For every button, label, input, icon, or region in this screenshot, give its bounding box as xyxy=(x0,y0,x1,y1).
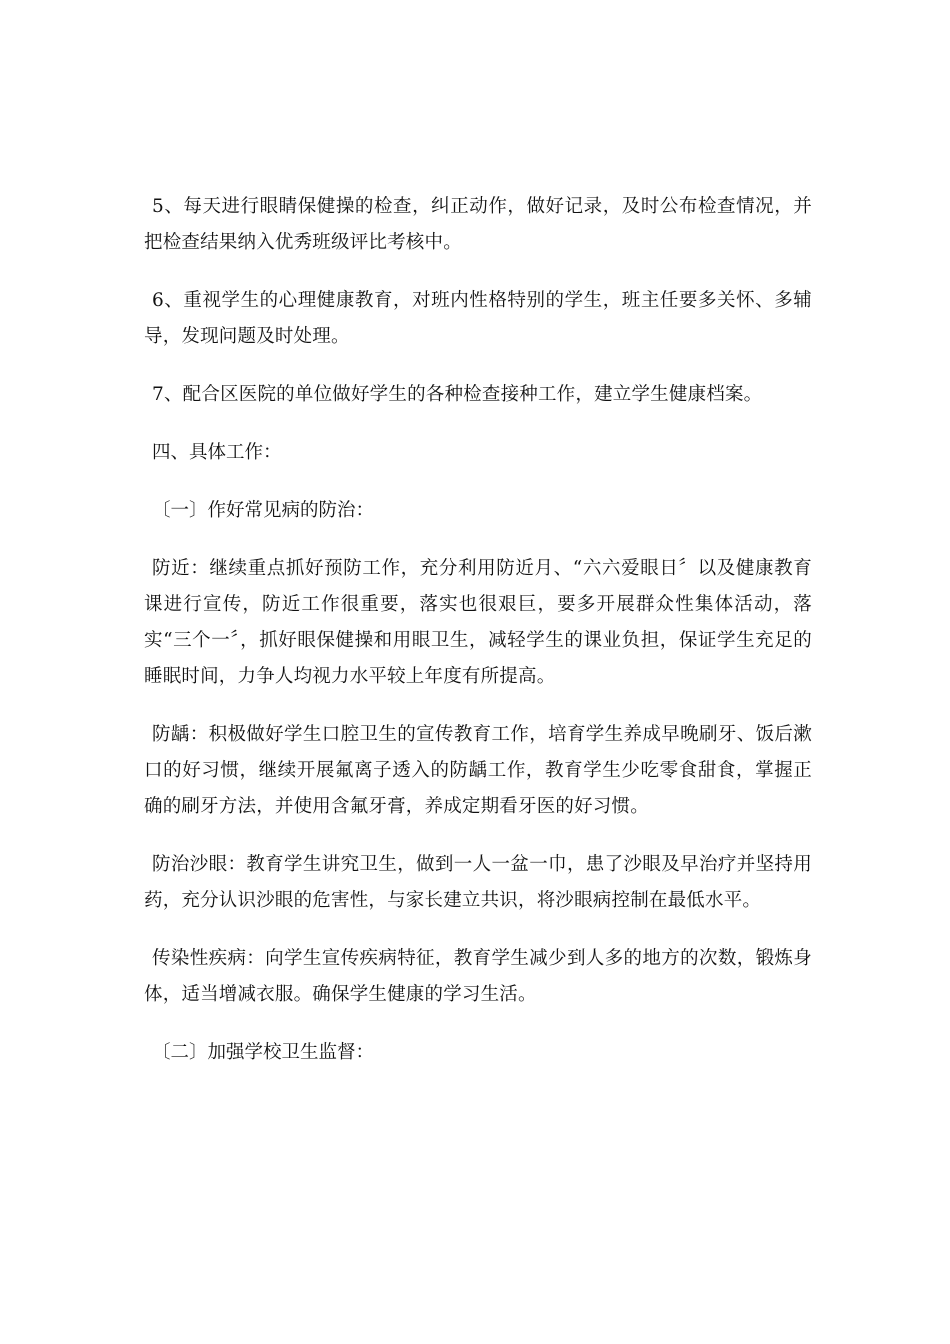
paragraph-item-5: 5、每天进行眼睛保健操的检查，纠正动作，做好记录，及时公布检查情况，并把检查结果纳入优秀班级评比考核中。 xyxy=(144,196,812,253)
subsection-heading-1: 〔一〕作好常见病的防治： xyxy=(152,500,375,521)
section-heading-4: 四、具体工作： xyxy=(152,442,282,463)
paragraph-item-7: 7、配合区医院的单位做好学生的各种检查接种工作，建立学生健康档案。 xyxy=(152,384,763,405)
paragraph-myopia-prevention: 防近：继续重点抓好预防工作，充分利用防近月、“六六爱眼日〞以及健康教育课进行宣传，防近工作很重要，落实也很艰巨，要多开展群众性集体活动，落实“三个一〞，抓好眼保健操和用眼卫生，减轻学生的课业负担，保证学生充足的睡眠时间，力争人均视力水平较上年度有所提高。 xyxy=(144,558,812,687)
paragraph-trachoma-treatment: 防治沙眼：教育学生讲究卫生，做到一人一盆一巾，患了沙眼及早治疗并坚持用药，充分认识沙眼的危害性，与家长建立共识，将沙眼病控制在最低水平。 xyxy=(144,854,812,911)
paragraph-infectious-disease: 传染性疾病：向学生宣传疾病特征，教育学生减少到人多的地方的次数，锻炼身体，适当增减衣服。确保学生健康的学习生活。 xyxy=(144,948,812,1005)
paragraph-item-6: 6、重视学生的心理健康教育，对班内性格特别的学生，班主任要多关怀、多辅导，发现问题及时处理。 xyxy=(144,290,812,347)
paragraph-caries-prevention: 防龋：积极做好学生口腔卫生的宣传教育工作，培育学生养成早晚刷牙、饭后漱口的好习惯，继续开展氟离子透入的防龋工作，教育学生少吃零食甜食，掌握正确的刷牙方法，并使用含氟牙膏，养成定期看牙医的好习惯。 xyxy=(144,724,812,817)
document-page xyxy=(144,189,812,1093)
subsection-heading-2: 〔二〕加强学校卫生监督： xyxy=(152,1042,375,1063)
